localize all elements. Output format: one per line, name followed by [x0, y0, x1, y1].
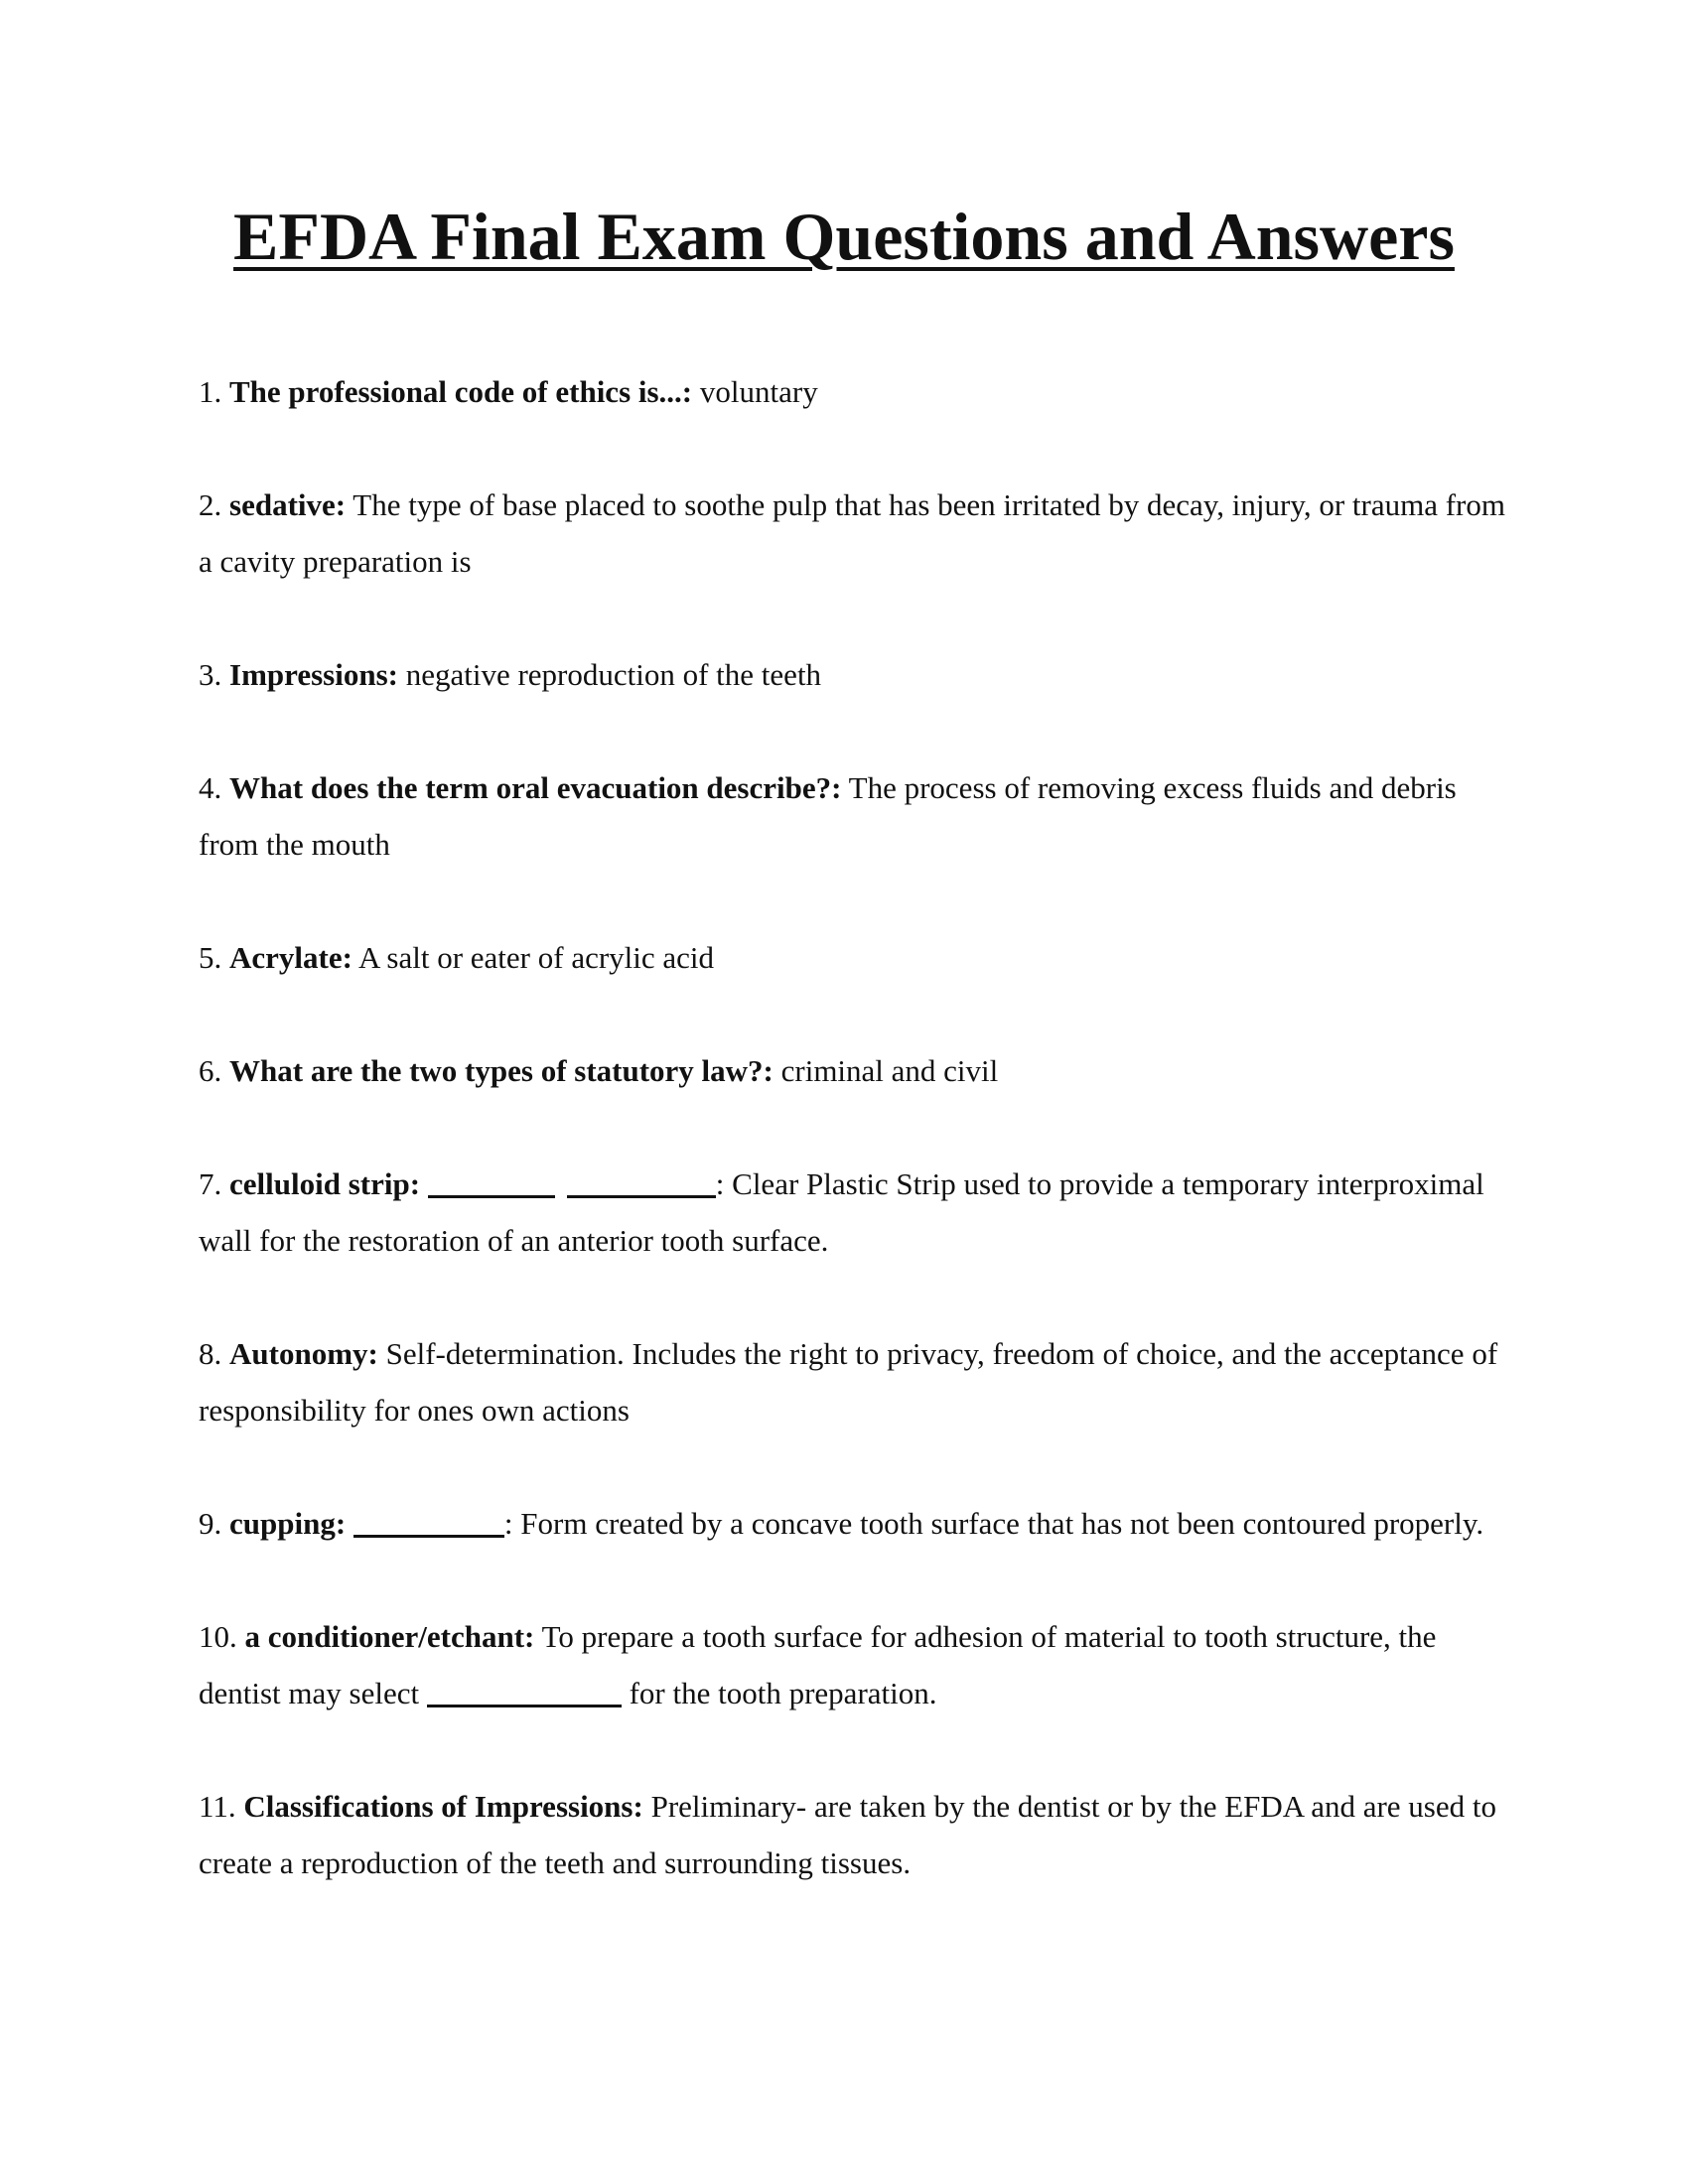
qa-item-7	[199, 1156, 1509, 1269]
answer-blank	[567, 1164, 716, 1198]
qa-item-11	[199, 1778, 1509, 1891]
item-term: a conditioner/etchant:	[244, 1619, 535, 1654]
answer-blank	[427, 1674, 622, 1707]
item-answer: voluntary	[699, 374, 818, 409]
item-answer: To prepare a tooth surface for adhesion of material to tooth structure, the dentist may select	[199, 1619, 1437, 1710]
answer-blank	[428, 1164, 555, 1198]
item-answer: A salt or eater of acrylic acid	[357, 940, 715, 975]
item-answer: : Clear Plastic Strip used to provide a temporary interproximal wall for the restoration of an anterior tooth surface.	[199, 1166, 1484, 1258]
item-number: 10.	[199, 1619, 237, 1654]
qa-item-9	[199, 1495, 1509, 1552]
item-term: Impressions:	[229, 657, 398, 692]
qa-item-3	[199, 646, 1509, 703]
item-term: The professional code of ethics is...:	[229, 374, 693, 409]
item-term: Classifications of Impressions:	[243, 1789, 643, 1824]
item-number: 11.	[199, 1789, 236, 1824]
item-answer: : Form created by a concave tooth surface that has not been contoured properly.	[503, 1506, 1484, 1541]
item-answer: Self-determination. Includes the right to privacy, freedom of choice, and the acceptance of responsibility for ones own actions	[199, 1336, 1498, 1428]
item-number: 9.	[199, 1506, 222, 1541]
item-answer: criminal and civil	[780, 1053, 999, 1088]
item-term: celluloid strip:	[229, 1166, 421, 1201]
qa-item-4	[199, 759, 1509, 873]
item-number: 3.	[199, 657, 222, 692]
item-number: 8.	[199, 1336, 222, 1371]
item-term: What does the term oral evacuation describe?:	[229, 770, 842, 805]
qa-item-6	[199, 1042, 1509, 1099]
answer-blank	[353, 1504, 504, 1538]
item-number: 2.	[199, 487, 222, 522]
qa-item-2	[199, 477, 1509, 590]
qa-item-8	[199, 1325, 1509, 1438]
item-number: 5.	[199, 940, 222, 975]
qa-item-10	[199, 1608, 1509, 1721]
item-term: What are the two types of statutory law?:	[229, 1053, 774, 1088]
item-answer: The process of removing excess fluids and debris from the mouth	[199, 770, 1457, 862]
item-term: Acrylate:	[229, 940, 352, 975]
item-term: cupping:	[229, 1506, 347, 1541]
item-term: Autonomy:	[229, 1336, 378, 1371]
item-answer: negative reproduction of the teeth	[405, 657, 822, 692]
qa-list	[199, 363, 1509, 1948]
item-answer: for the tooth preparation.	[629, 1676, 937, 1710]
item-answer: Preliminary- are taken by the dentist or by the EFDA and are used to create a reproduction of the teeth and surrounding tissues.	[199, 1789, 1496, 1880]
qa-item-5	[199, 929, 1509, 986]
document-title: EFDA Final Exam Questions and Answers	[233, 199, 1455, 274]
item-number: 6.	[199, 1053, 222, 1088]
item-term: sedative:	[229, 487, 347, 522]
item-number: 7.	[199, 1166, 222, 1201]
item-number: 1.	[199, 374, 222, 409]
item-number: 4.	[199, 770, 222, 805]
qa-item-1	[199, 363, 1509, 420]
item-answer: The type of base placed to soothe pulp that has been irritated by decay, injury, or trauma from a cavity preparation is	[199, 487, 1505, 579]
